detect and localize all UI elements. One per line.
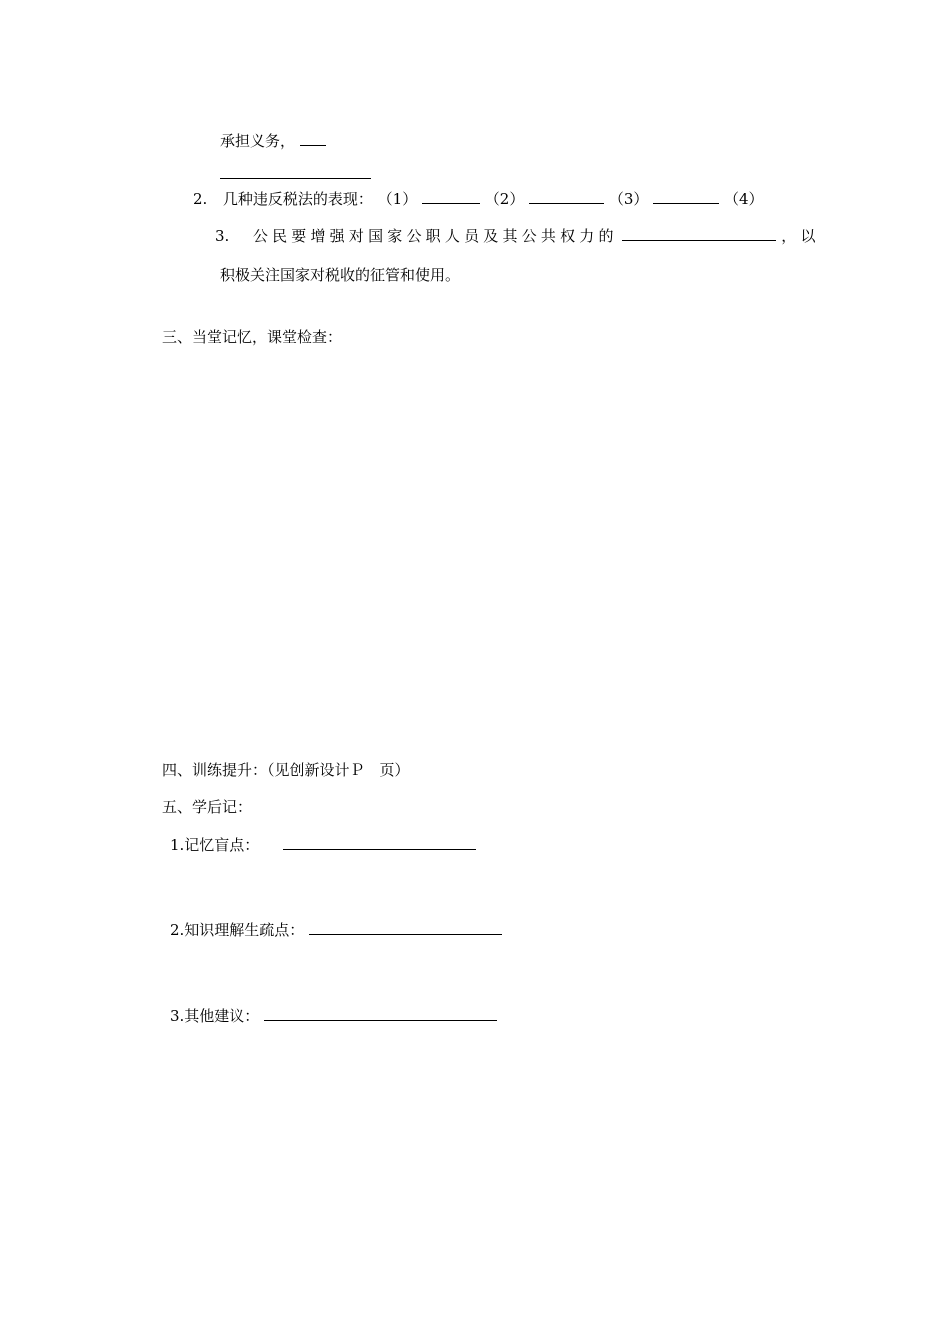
item2-blank-1[interactable]: [422, 188, 480, 204]
item2-blank-3[interactable]: [653, 188, 719, 204]
reflection-item-2-blank[interactable]: [309, 919, 502, 935]
item2-number: 2.: [193, 190, 208, 208]
item2-line: [193, 188, 764, 208]
section3-heading: 三、当堂记忆，课堂检查：: [162, 328, 343, 346]
item2-p1: （1）: [377, 190, 418, 208]
item2-p4: （4）: [724, 190, 764, 208]
item2-blank-2[interactable]: [529, 188, 604, 204]
item3-line2: [220, 265, 460, 285]
item2-p3: （3）: [608, 190, 649, 208]
reflection-item-3-label: 3.其他建议：: [170, 1007, 260, 1025]
reflection-item-2-label: 2.知识理解生疏点：: [170, 921, 305, 939]
item3-line: [215, 225, 820, 245]
obligation-text: 承担义务，: [220, 132, 296, 150]
reflection-item-1-blank[interactable]: [283, 834, 476, 850]
item3-text-after: ，以: [781, 227, 820, 245]
section4-heading: 四、训练提升：（见创新设计Ｐ 页）: [162, 761, 410, 779]
item2-label: 几种违反税法的表现：: [222, 190, 373, 208]
item3-line2-text: 积极关注国家对税收的征管和使用。: [220, 266, 461, 284]
obligation-continuation-blank[interactable]: [220, 178, 371, 179]
reflection-item-1-label: 1.记忆盲点：: [170, 836, 260, 854]
section5-heading: 五、学后记：: [162, 798, 253, 816]
item3-blank[interactable]: [622, 225, 776, 241]
obligation-line: [220, 130, 326, 150]
reflection-item-2: [170, 919, 502, 939]
item3-number: 3.: [215, 227, 230, 245]
item2-p2: （2）: [484, 190, 525, 208]
item3-text-before: 公民要增强对国家公职人员及其公共权力的: [252, 227, 618, 245]
reflection-item-3: [170, 1005, 497, 1025]
obligation-blank[interactable]: [300, 130, 326, 146]
reflection-item-3-blank[interactable]: [264, 1005, 497, 1021]
reflection-item-1: [170, 834, 476, 854]
